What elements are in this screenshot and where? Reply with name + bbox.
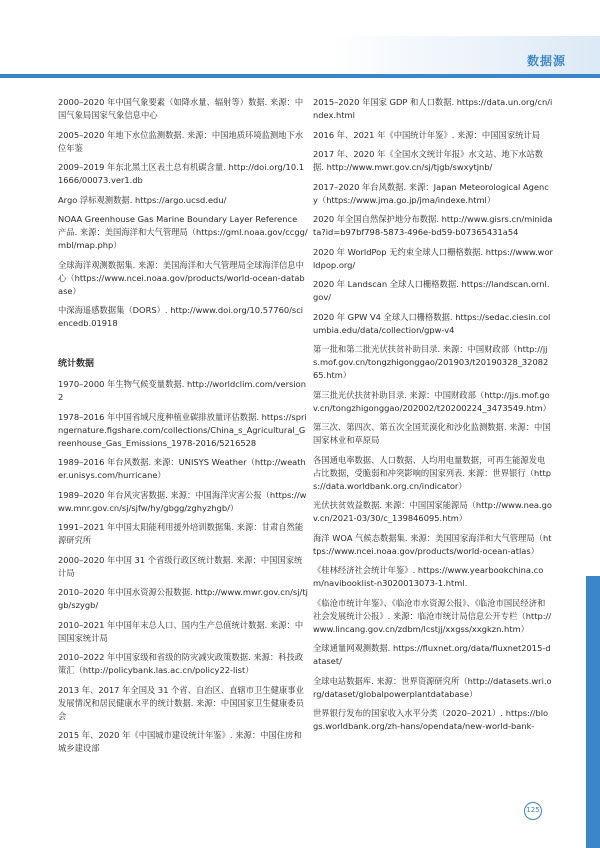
source-entry: 2005–2020 年地下水位监测数据. 来源：中国地质环境监测地下水位年鉴 bbox=[58, 129, 304, 153]
source-entry: 1970–2000 年生物气候变量数据. http://worldclim.com/version2 bbox=[58, 379, 307, 402]
source-entry: 2010–2022 年中国家级和省级的防灾减灾政策数据. 来源：科技政策汇（http://policybank.las.ac.cn/policy22-list） bbox=[58, 652, 304, 675]
source-entry: Argo 浮标观测数据. https://argo.ucsd.edu/ bbox=[58, 194, 227, 205]
source-entry: 1989–2016 年台风数据. 来源：UNISYS Weather（http://weather.unisys.com/hurricane） bbox=[58, 457, 306, 480]
source-entry: 2015–2020 年国家 GDP 和人口数据. https://data.un.org/cn/index.html bbox=[313, 97, 553, 120]
source-entry: 2017 年、2020 年《全国水文统计年报》水文站、地下水站数据. http://www.mwr.gov.cn/sj/tjgb/swxytjnb/ bbox=[313, 149, 544, 172]
source-entry: 2015 年、2020 年《中国城市建设统计年鉴》. 来源：中国住房和城乡建设部 bbox=[58, 730, 302, 753]
source-entry: 2013 年、2017 年全国及 31 个省、自治区、直辖市卫生健康事业发展情况和居民健康水平的统计数据. 来源：中国国家卫生健康委员会 bbox=[58, 684, 304, 721]
source-entry: 第一批和第二批光伏扶贫补助目录. 来源：中国财政部（http://jjs.mof.gov.cn/tongzhigonggao/201903/t20190328_3208265.htm） bbox=[313, 344, 549, 380]
source-entry: 2020 年全国自然保护地分布数据. http://www.gisrs.cn/minidata?id=b97bf798-5873-496e-bd59-b07365431a54 bbox=[313, 214, 553, 237]
source-entry: 2009–2019 年东北黑土区表土总有机碳含量. http://doi.org/10.11666/00073.ver1.db bbox=[58, 162, 305, 185]
source-entry: 1989–2020 年台风灾害数据. 来源：中国海洋灾害公报（https://www.mnr.gov.cn/sj/sjfw/hy/gbgg/zghyzhgb/） bbox=[58, 489, 307, 513]
source-entry: 2020 年 Landscan 全球人口栅格数据. https://landscan.ornl.gov/ bbox=[313, 279, 550, 302]
source-entry: 1991–2021 年中国太阳能利用援外培训数据集. 来源：甘肃自然能源研究所 bbox=[58, 522, 304, 545]
section-heading-statistics: 统计数据 bbox=[58, 359, 95, 369]
source-entry: 全球海洋观测数据集. 来源：美国海洋和大气管理局全球海洋信息中心（https://www.ncei.noaa.gov/products/world-ocean-database） bbox=[58, 259, 305, 296]
section-title: 数据源 bbox=[526, 54, 566, 68]
page-number: 125 bbox=[524, 802, 542, 820]
source-list-statistics bbox=[58, 378, 308, 755]
source-entry: 第三批光伏扶贫补助目录. 来源：中国财政部（http://jjs.mof.gov.cn/tongzhigonggao/202002/t20200224_3473549.htm） bbox=[313, 389, 551, 413]
source-entry: 《临沧市统计年鉴》、《临沧市水资源公报》、《临沧市国民经济和社会发展统计公报》. 来源：临沧市统计局信息公开专栏（http://www.lincang.gov.cn/zdbm/lcstjj/xxgss/xxgkzn.htm） bbox=[313, 597, 552, 634]
source-entry: 2016 年、2021 年《中国统计年鉴》. 来源：中国国家统计局 bbox=[313, 129, 541, 140]
source-entry: 全球电站数据库. 来源：世界资源研究所（http://datasets.wri.org/dataset/globalpowerplantdatabase） bbox=[313, 675, 552, 699]
source-entry: 2020 年 GPW V4 全球人口栅格数据. https://sedac.ciesin.columbia.edu/data/collection/gpw-v4 bbox=[313, 311, 551, 335]
source-entry: 1978–2016 年中国省域尺度种植业碳排放量评估数据. https://springernature.figshare.com/collections/China_s_Agricultural_Greenhouse_Gas_Emissions_1978-2016/5216528 bbox=[58, 411, 307, 448]
source-entry: 全球通量网观测数据. https://fluxnet.org/data/fluxnet2015-dataset/ bbox=[313, 643, 551, 666]
source-entry: 2000–2020 年中国 31 个省级行政区统计数据. 来源：中国国家统计局 bbox=[58, 554, 303, 578]
source-entry: 中深海遥感数据集（DORS）. http://www.doi.org/10.57760/sciencedb.01918 bbox=[58, 305, 304, 328]
source-entry: 各国通电率数据、人口数据、人均用电量数据，可再生能源发电占比数据，受脆弱和冲突影响的国家列表. 来源：世界银行（https://data.worldbank.org.cn/indicator） bbox=[313, 454, 552, 491]
source-entry: 海洋 WOA 气候态数据集. 来源：美国国家海洋和大气管理局（https://www.ncei.noaa.gov/products/world-ocean-atlas） bbox=[313, 532, 552, 556]
side-tab-decoration bbox=[586, 576, 600, 848]
source-entry: 光伏扶贫效益数据. 来源：中国国家能源局（http://www.nea.gov.cn/2021-03/30/c_139846095.htm） bbox=[313, 500, 552, 523]
source-entry: 《桂林经济社会统计年鉴》. https://www.yearbookchina.com/navibooklist-n3020013073-1.html. bbox=[313, 565, 544, 588]
source-entry: NOAA Greenhouse Gas Marine Boundary Layer Reference 产品. 来源：美国海洋和大气管理局（https://gml.noaa.gov/ccgg/mbl/map.php） bbox=[58, 214, 308, 250]
left-column bbox=[58, 96, 308, 762]
source-list-top bbox=[58, 96, 308, 330]
source-entry: 2020 年 WorldPop 无约束全球人口栅格数据. https://www.worldpop.org/ bbox=[313, 246, 553, 270]
source-entry: 世界银行发布的国家收入水平分类（2020–2021）. https://blogs.worldbank.org/zh-hans/opendata/new-world-bank- bbox=[313, 708, 549, 731]
source-entry: 2010–2020 年中国水资源公报数据. http://www.mwr.gov.cn/sj/tjgb/szygb/ bbox=[58, 587, 308, 610]
source-entry: 2010–2021 年中国年末总人口、国内生产总值统计数据. 来源：中国国家统计局 bbox=[58, 619, 304, 643]
header-bar bbox=[0, 36, 600, 78]
right-column bbox=[313, 96, 553, 740]
source-entry: 第三次、第四次、第五次全国荒漠化和沙化监测数据. 来源：中国国家林业和草原局 bbox=[313, 422, 551, 445]
source-entry: 2017–2020 年台风数据. 来源：Japan Meteorological Agency（https://www.jma.go.jp/jma/indexe.html） bbox=[313, 181, 549, 205]
source-entry: 2000–2020 年中国气象要素（如降水量、辐射等）数据. 来源：中国气象局国家气象信息中心 bbox=[58, 97, 304, 120]
